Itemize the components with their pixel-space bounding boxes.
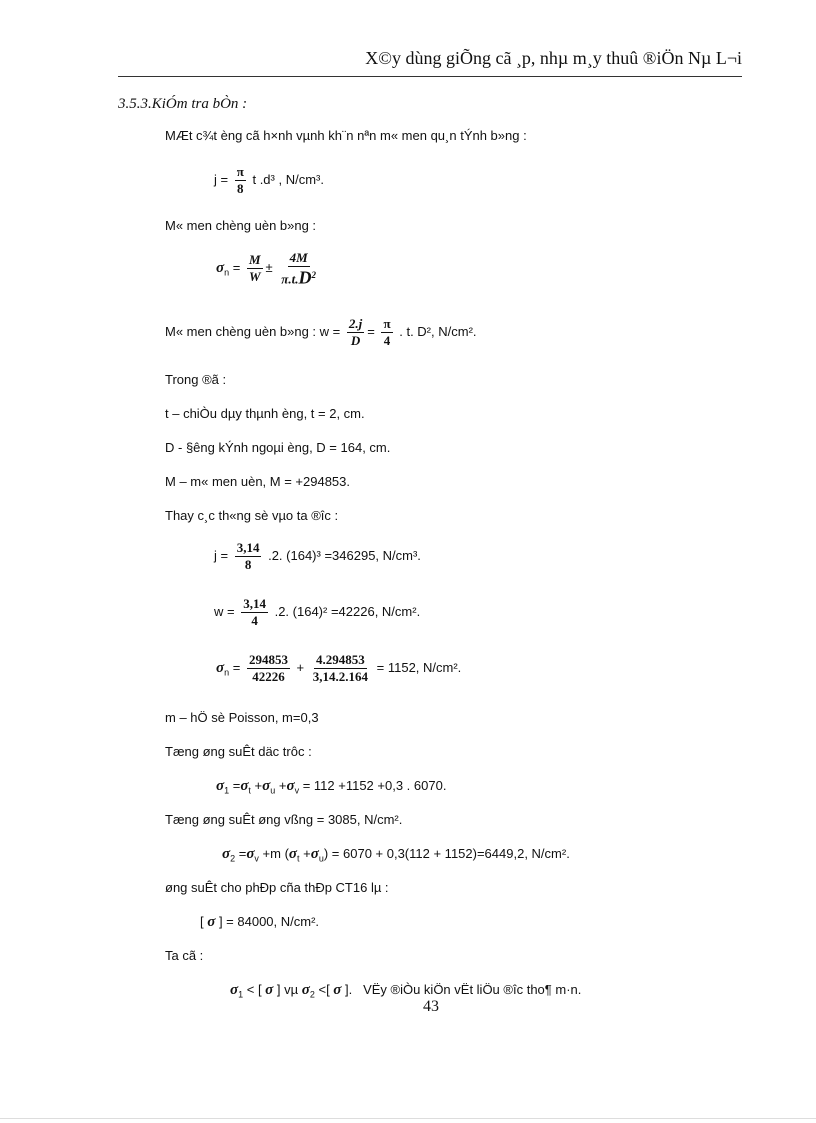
sigma-symbol: σ [216,260,225,277]
formula-allowable: [ σ ] = 84000, N/cm². [200,914,320,930]
formula-sigma-n-calc: $\sigma_n$ = $\frac{294853}{42226}$ + $\frac{4.294853}{3,14.2.164}$ = 1152, N/cm². [216,652,462,684]
formula-sigma1: $\sigma_1 =\sigma_t +\sigma_u +\sigma_v = 112 +1152 +0,3$ . 6070. [216,778,447,796]
conclusion-line: $\sigma_1$ < [ σ ] vµ $\sigma_2$ <[ σ ]. VËy ®iÒu kiÖn vËt liÖu ®îc tho¶ m·n. [230,982,582,1000]
fraction-294853-42226 [247,652,290,685]
page-bottom-edge [0,1118,816,1119]
header-rule [118,76,742,77]
fraction-num: 3,14 [243,596,266,611]
where-label: Trong ®ã : [165,372,227,387]
fraction-4x294853 [311,652,370,685]
paragraph-resisting-moment: M« men chèng uèn b»ng : [165,218,317,233]
fraction-num: 4M [289,250,308,265]
fraction-den: 8 [237,181,244,196]
formula-tail: .2. (164)³ =346295, N/cm³. [268,547,421,563]
formula-tail: .2. (164)² =42226, N/cm². [274,603,421,619]
fraction-2j-D [347,316,364,349]
fraction-den: 42226 [252,669,285,684]
fraction-num: 4.294853 [316,652,365,667]
fraction-4M-pitD2 [279,250,318,287]
sigma-symbol: σ [216,778,225,794]
fraction-num: M [248,252,261,268]
formula-sigma2: $\sigma_2 =\sigma_v +m$ $(\sigma_t +\sigma_u) = 6070 + 0,3(112 + 1152)=6449,2$, N/cm². [222,846,570,864]
fraction-num: 3,14 [236,540,260,555]
formula-w-lead: M« men chèng uèn b»ng : w = [165,323,341,339]
fraction-den: 4 [383,333,391,348]
formula-tail: = 1152, N/cm². [376,659,462,675]
fraction-314-4 [241,596,268,629]
page-header: X©y dùng giÕng cã ¸p, nhµ m¸y thuû ®iÖn Nµ L¬i [365,48,742,68]
paragraph-moment-inertia: MÆt c¾t èng cã h×nh vµnh kh¨n nªn m« men qu¸n tÝnh b»ng : [165,128,527,143]
sigma-symbol: σ [230,982,239,998]
fraction-den: $\pi.t.D^2$ [281,267,316,288]
hoop-stress-label: Tæng øng suÊt øng vßng = 3085, N/cm². [165,812,403,827]
den-D: D [298,267,312,288]
fraction-314-8 [235,540,262,573]
formula-lhs: j = [214,547,229,563]
sigma-symbol: σ [301,982,310,998]
fraction-num: π [236,164,244,179]
sigma-symbol: σ [207,914,216,930]
sigma-symbol: σ [333,982,342,998]
formula-tail: = 84000, N/cm². [226,914,320,929]
fraction-num: 2.j [348,316,363,331]
definition-M: M – m« men uèn, M = +294853. [165,474,350,489]
fraction-den: 3,14.2.164 [312,669,369,684]
allowable-stress-label: øng suÊt cho phÐp cña thÐp CT16 lµ : [165,880,389,895]
den-part: π.t. [281,271,299,287]
less-than: < [246,982,255,997]
sigma-symbol: σ [240,778,249,794]
fraction-den: W [248,269,261,285]
sigma-symbol: σ [286,778,295,794]
sigma-symbol: σ [288,846,297,862]
formula-sigma-n: $\sigma_n$ = $\frac{M}{W}$ ± $\frac{4M}{\pi.t.D^2}$ [216,250,316,288]
fraction-pi-4 [381,316,392,349]
sigma-symbol: σ [222,846,231,862]
sigma-symbol: σ [246,846,255,862]
fraction-den: 4 [251,613,258,628]
fraction-num: 294853 [248,652,288,667]
fraction-num: π [383,316,391,331]
fraction-M-W [247,252,263,285]
formula-tail: = 112 +1152 +0,3 . 6070. [302,778,447,793]
formula-j [214,164,324,197]
formula-j-tail: t .d³ , N/cm³. [252,171,324,187]
less-than: < [318,982,327,997]
formula-tail: = 6070 + 0,3(112 + 1152)=6449,2, N/cm². [331,846,570,861]
sigma-symbol: σ [310,846,319,862]
definition-t: t – chiÒu dµy thµnh èng, t = 2, cm. [165,406,365,421]
section-title: 3.5.3.KiÓm tra bÒn : [118,96,248,112]
definition-D: D - §êng kÝnh ngoµi èng, D = 164, cm. [165,440,391,455]
fraction-pi-8 [235,164,246,197]
formula-j-lhs: j = [214,171,229,187]
poisson-definition: m – hÖ sè Poisson, m=0,3 [165,710,319,725]
formula-w: M« men chèng uèn b»ng : w = $\frac{2.j}{D}$ = $\frac{\pi}{4}$ . t. D², N/cm². [165,316,477,348]
sigma-symbol: σ [265,982,274,998]
fraction-den: 8 [244,557,252,572]
axial-stress-label: Tæng øng suÊt däc trôc : [165,744,312,759]
sigma-symbol: σ [262,778,271,794]
formula-w-tail: . t. D², N/cm². [399,323,477,339]
fraction-den: D [350,333,361,348]
conclusion-text: VËy ®iÒu kiÖn vËt liÖu ®îc tho¶ m·n. [363,982,582,997]
sigma-symbol: σ [216,659,225,676]
formula-lhs: w = [214,603,235,619]
and-word: vµ [284,982,299,997]
substitute-label: Thay c¸c th«ng sè vµo ta ®îc : [165,508,339,523]
we-have-label: Ta cã : [165,948,204,963]
formula-j-calc [214,540,421,573]
page-number: 43 [423,998,439,1015]
formula-w-calc [214,596,420,629]
